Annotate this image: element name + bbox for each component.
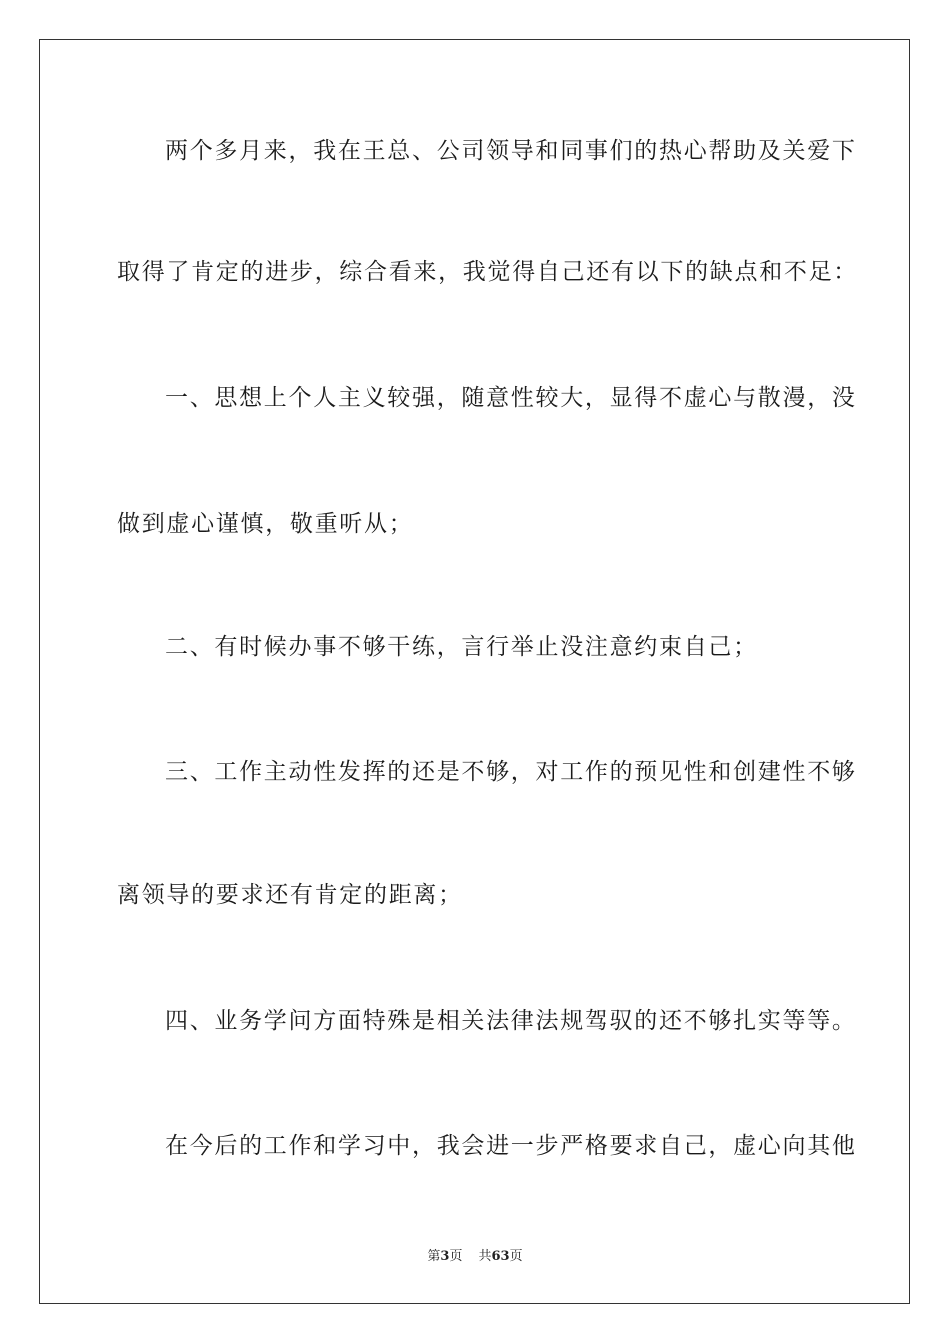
page-frame: [39, 39, 910, 1304]
body-line-1: 两个多月来，我在王总、公司领导和同事们的热心帮助及关爱下: [165, 138, 857, 164]
body-line-3: 一、思想上个人主义较强，随意性较大，显得不虚心与散漫，没: [165, 385, 857, 411]
body-line-5: 二、有时候办事不够干练，言行举止没注意约束自己；: [165, 634, 758, 660]
body-line-4: 做到虚心谨慎，敬重听从；: [117, 511, 414, 537]
page-footer: [0, 1248, 950, 1266]
body-line-8: 四、业务学问方面特殊是相关法律法规驾驭的还不够扎实等等。: [165, 1008, 857, 1034]
body-line-6: 三、工作主动性发挥的还是不够，对工作的预见性和创建性不够: [165, 759, 857, 785]
page-suffix: 页: [449, 1249, 463, 1264]
body-line-7: 离领导的要求还有肯定的距离；: [117, 882, 463, 908]
total-suffix: 页: [509, 1249, 523, 1264]
total-pages: 63: [491, 1249, 510, 1264]
page-number: 3: [440, 1249, 450, 1264]
body-line-9: 在今后的工作和学习中，我会进一步严格要求自己，虚心向其他: [165, 1133, 857, 1159]
body-line-2: 取得了肯定的进步，综合看来，我觉得自己还有以下的缺点和不足：: [117, 259, 858, 285]
total-prefix: 共: [478, 1249, 492, 1264]
page-prefix: 第: [427, 1249, 441, 1264]
